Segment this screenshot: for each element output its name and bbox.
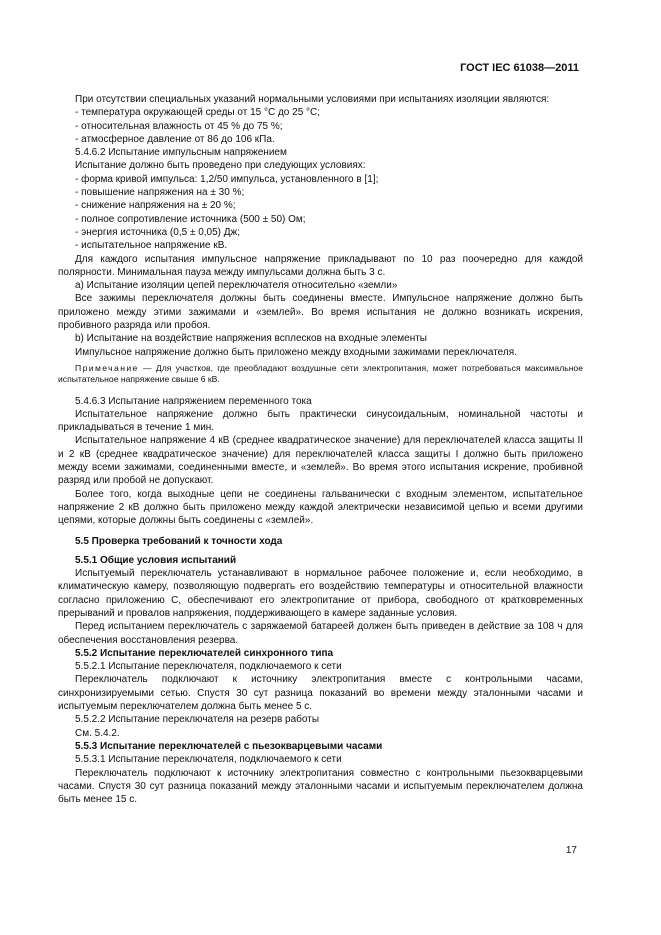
paragraph: Переключатель подключают к источнику электропитания совместно с контрольными пьезокварцевыми часами. Спустя 30 сут разница показаний между эталонными часами и испытуемым переключателем должна быть менее 15 с. <box>58 767 583 806</box>
subsection-heading: 5.5.1 Общие условия испытаний <box>75 554 237 566</box>
paragraph: При отсутствии специальных указаний нормальными условиями при испытаниях изоляции являются: <box>75 94 550 105</box>
subsection-heading: 5.5.2 Испытание переключателей синхронного типа <box>75 647 334 659</box>
paragraph: Испытательное напряжение должно быть практически синусоидальным, номинальной частоты и прикладываться в течение 1 мин. <box>58 408 583 434</box>
subsection-heading: 5.5.3.1 Испытание переключателя, подключаемого к сети <box>75 754 342 766</box>
document-body <box>58 93 583 806</box>
list-item: - повышение напряжения на ± 30 %; <box>75 187 245 199</box>
paragraph: b) Испытание на воздействие напряжения всплесков на входные элементы <box>75 333 427 345</box>
subsection-heading: 5.4.6.3 Испытание напряжением переменного тока <box>75 395 312 407</box>
subsection-heading: 5.5.2.1 Испытание переключателя, подключаемого к сети <box>75 661 342 673</box>
subsection-heading: 5.5.3 Испытание переключателей с пьезокварцевыми часами <box>75 740 383 752</box>
list-item: - температура окружающей среды от 15 °С до 25 °С; <box>75 107 321 119</box>
note-label: Примечание <box>75 362 139 373</box>
list-item: - испытательное напряжение кВ. <box>75 240 228 252</box>
subsection-heading: 5.4.6.2 Испытание импульсным напряжением <box>75 147 287 159</box>
list-item: - относительная влажность от 45 % до 75 %; <box>75 120 283 132</box>
paragraph: Перед испытанием переключатель с заряжаемой батареей должен быть приведен в действие за 108 ч для обеспечения восстановления резерва. <box>58 621 583 646</box>
paragraph: Переключатель подключают к источнику электропитания вместе с контрольными часами, синхронизируемыми сетью. Спустя 30 сут разница показаний во времени между эталонными часами и испытуемым переключателем должна быть менее 5 с. <box>58 674 583 713</box>
paragraph: См. 5.4.2. <box>75 727 120 739</box>
note <box>58 363 583 386</box>
paragraph: Все зажимы переключателя должны быть соединены вместе. Импульсное напряжение должно быть приложено между этими зажимами и «землей». Во время испытания не должно возникать искрения, пробивного разряда или пробоя. <box>58 293 583 332</box>
list-item: - полное сопротивление источника (500 ± 50) Ом; <box>75 213 306 225</box>
section-heading: 5.5 Проверка требований к точности хода <box>75 535 283 547</box>
paragraph: Испытание должно быть проведено при следующих условиях: <box>75 160 366 172</box>
paragraph: Для каждого испытания импульсное напряжение прикладывают по 10 раз поочередно для каждой полярности. Минимальная пауза между импульсами должна быть 3 с. <box>58 253 583 278</box>
note-text: — Для участков, где преобладают воздушные сети электропитания, может потребоваться максимальное испытательное напряжение свыше 6 кВ. <box>58 362 583 385</box>
paragraph: a) Испытание изоляции цепей переключателя относительно «земли» <box>75 280 398 292</box>
list-item: - энергия источника (0,5 ± 0,05) Дж; <box>75 226 241 238</box>
document-header: ГОСТ IEC 61038—2011 <box>460 62 579 74</box>
paragraph: Испытательное напряжение 4 кВ (среднее квадратическое значение) для переключателей класса защиты II и 2 кВ (среднее квадратическое значение) для переключателей класса защиты I должно быть приложено между всеми зажимами, соединенными вместе, и «землей». Во время этого испытания искрение, пробивной разряд или пробой не допускают. <box>58 435 583 487</box>
paragraph: Импульсное напряжение должно быть приложено между входными зажимами переключателя. <box>75 346 517 358</box>
paragraph: Испытуемый переключатель устанавливают в нормальное рабочее положение и, если необходимо, в климатическую камеру, позволяющую подвергать его воздействию температуры и относительной влажности согласно приложению С, обеспечивают его электропитание от прибора, свободного от кратковременных прерываний и провалов напряжения, поддерживающего в камере заданные условия. <box>58 568 583 619</box>
list-item: - форма кривой импульса: 1,2/50 импульса, установленного в [1]; <box>75 173 379 185</box>
page-number: 17 <box>565 845 577 856</box>
subsection-heading: 5.5.2.2 Испытание переключателя на резерв работы <box>75 714 320 726</box>
list-item: - снижение напряжения на ± 20 %; <box>75 200 236 212</box>
paragraph: Более того, когда выходные цепи не соединены гальванически с входным элементом, испытательное напряжение 2 кВ должно быть приложено между каждой электрически независимой цепью и всеми другими цепями, которые должны быть соединены с «землей». <box>58 488 583 527</box>
spacer <box>58 528 583 535</box>
list-item: - атмосферное давление от 86 до 106 кПа. <box>75 133 275 145</box>
